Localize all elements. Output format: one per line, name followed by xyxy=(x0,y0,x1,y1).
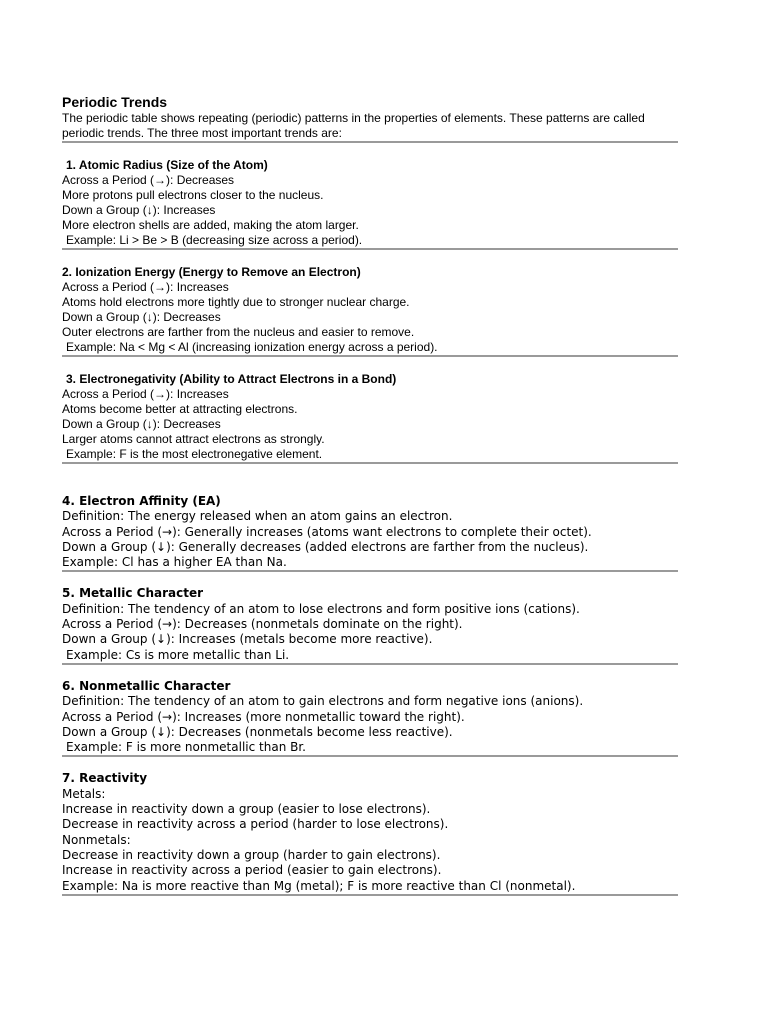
section-line: More electron shells are added, making the atom larger. xyxy=(62,218,359,232)
section-line: Larger atoms cannot attract electrons as strongly. xyxy=(62,432,325,446)
section-line: Nonmetals: xyxy=(62,832,131,847)
divider xyxy=(62,355,678,357)
section-example: Example: Li > Be > B (decreasing size across a period). xyxy=(66,233,363,247)
section-example: Example: Cl has a higher EA than Na. xyxy=(62,555,287,570)
section-line: Increase in reactivity down a group (easier to lose electrons). xyxy=(62,802,431,817)
section-atomic-radius xyxy=(62,158,678,248)
divider xyxy=(62,462,678,464)
divider xyxy=(62,248,678,250)
section-line: Decrease in reactivity across a period (harder to lose electrons). xyxy=(62,817,449,832)
divider xyxy=(62,663,678,665)
section-line: Outer electrons are farther from the nucleus and easier to remove. xyxy=(62,325,415,339)
section-line: Atoms hold electrons more tightly due to stronger nuclear charge. xyxy=(62,295,410,309)
section-line: Down a Group (↓): Generally decreases (added electrons are farther from the nucleus). xyxy=(62,539,589,554)
section-electron-affinity xyxy=(62,494,678,570)
section-line: Across a Period (→): Increases xyxy=(62,387,229,401)
divider xyxy=(62,755,678,757)
divider xyxy=(62,570,678,572)
section-line: Across a Period (→): Decreases xyxy=(62,173,235,187)
section-line: Across a Period (→): Increases (more nonmetallic toward the right). xyxy=(62,709,465,724)
section-heading: 5. Metallic Character xyxy=(62,586,203,601)
section-heading: 4. Electron Affinity (EA) xyxy=(62,494,221,508)
section-ionization-energy xyxy=(62,265,678,355)
section-heading: 1. Atomic Radius (Size of the Atom) xyxy=(66,158,268,172)
section-example: Example: F is more nonmetallic than Br. xyxy=(66,740,306,755)
divider xyxy=(62,894,678,896)
section-line: Atoms become better at attracting electrons. xyxy=(62,402,298,416)
section-line: Across a Period (→): Increases xyxy=(62,280,229,294)
section-heading: 6. Nonmetallic Character xyxy=(62,678,231,693)
section-line: Decrease in reactivity down a group (harder to gain electrons). xyxy=(62,847,441,862)
section-heading: 3. Electronegativity (Ability to Attract Electrons in a Bond) xyxy=(66,372,397,386)
section-line: Down a Group (↓): Decreases xyxy=(62,417,221,431)
section-line: More protons pull electrons closer to the nucleus. xyxy=(62,188,324,202)
page-title: Periodic Trends xyxy=(62,94,168,110)
section-line: Definition: The energy released when an atom gains an electron. xyxy=(62,509,453,524)
section-line: Down a Group (↓): Decreases xyxy=(62,310,221,324)
section-line: Down a Group (↓): Increases xyxy=(62,203,216,217)
section-metallic-character xyxy=(62,586,678,662)
section-example: Example: Na < Mg < Al (increasing ionization energy across a period). xyxy=(66,340,438,354)
section-example: Example: F is the most electronegative element. xyxy=(66,447,323,461)
section-heading: 7. Reactivity xyxy=(62,771,148,786)
section-electronegativity xyxy=(62,372,678,462)
section-line: Increase in reactivity across a period (easier to gain electrons). xyxy=(62,863,442,878)
section-line: Definition: The tendency of an atom to gain electrons and form negative ions (anions). xyxy=(62,694,584,709)
section-nonmetallic-character xyxy=(62,679,678,755)
section-line: Across a Period (→): Decreases (nonmetals dominate on the right). xyxy=(62,617,463,632)
section-line: Definition: The tendency of an atom to lose electrons and form positive ions (cations). xyxy=(62,601,580,616)
section-reactivity xyxy=(62,771,678,893)
section-line: Down a Group (↓): Increases (metals become more reactive). xyxy=(62,632,433,647)
section-example: Example: Na is more reactive than Mg (metal); F is more reactive than Cl (nonmetal). xyxy=(62,878,576,893)
section-line: Down a Group (↓): Decreases (nonmetals become less reactive). xyxy=(62,724,453,739)
divider xyxy=(62,141,678,143)
section-heading: 2. Ionization Energy (Energy to Remove an Electron) xyxy=(62,265,361,279)
intro-paragraph: The periodic table shows repeating (periodic) patterns in the properties of elements. These patterns are called periodic trends. The three most important trends are: xyxy=(62,111,645,140)
document-page xyxy=(62,93,678,896)
section-line: Across a Period (→): Generally increases (atoms want electrons to complete their octet). xyxy=(62,524,592,539)
section-line: Metals: xyxy=(62,786,106,801)
section-example: Example: Cs is more metallic than Li. xyxy=(66,647,290,662)
